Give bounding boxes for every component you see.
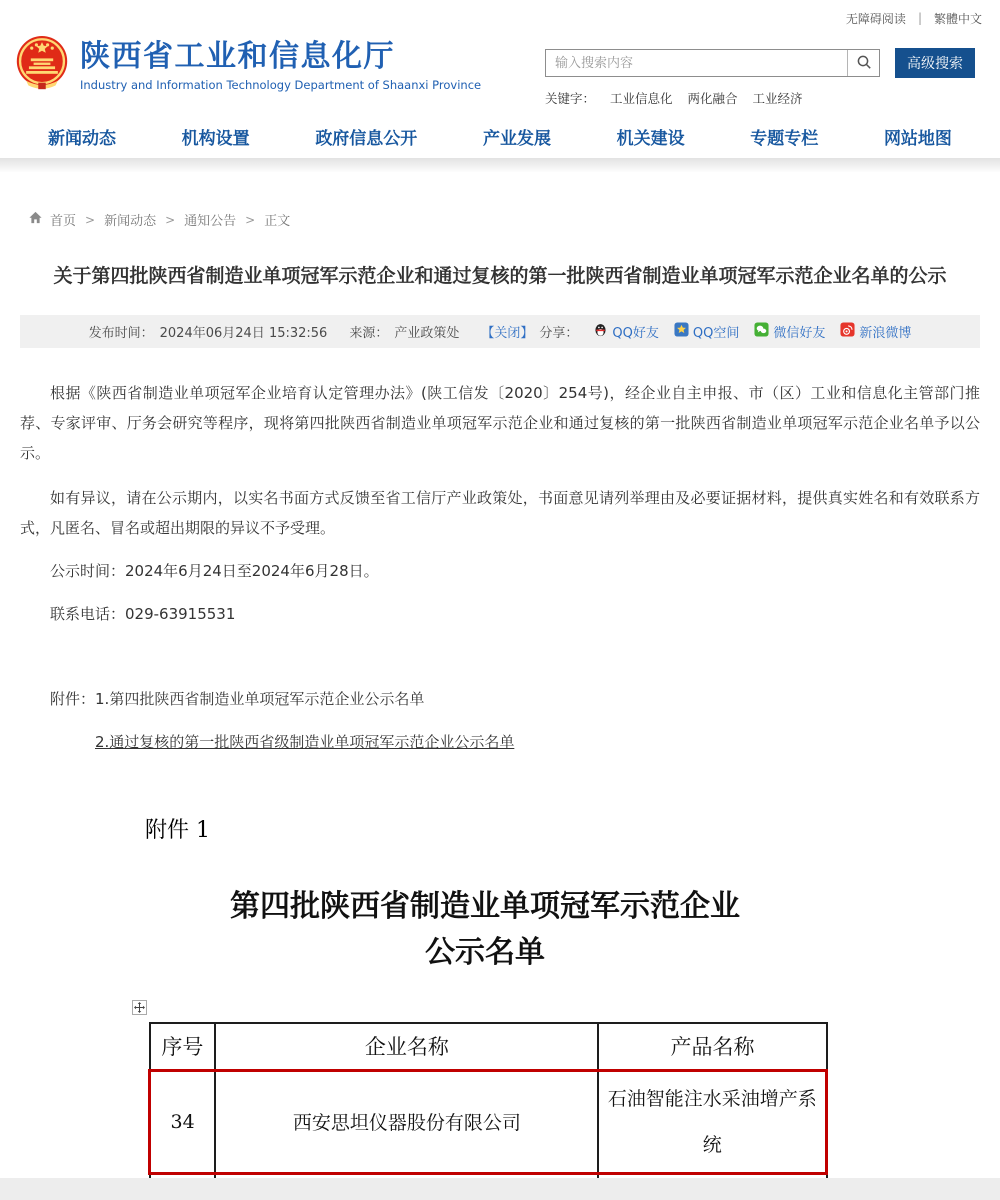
publish-time: 2024年06月24日 15:32:56 [159, 326, 328, 341]
nav-item-gov-info[interactable]: 政府信息公开 [315, 128, 418, 149]
header-company-name: 企业名称 [215, 1023, 598, 1070]
table-row-highlighted [150, 1070, 827, 1173]
paragraph-public-period: 公示时间：2024年6月24日至2024年6月28日。 [50, 562, 379, 580]
nav-item-sitemap[interactable]: 网站地图 [883, 128, 952, 149]
nav-item-special[interactable]: 专题专栏 [750, 128, 819, 149]
site-name-english: Industry and Information Technology Department of Shaanxi Province [80, 78, 482, 92]
header-search-area [545, 34, 990, 107]
article-body [20, 378, 980, 629]
share-qzone-label: QQ空间 [692, 326, 740, 341]
breadcrumb-news[interactable]: 新闻动态 [104, 214, 157, 229]
footer-band [0, 1178, 1000, 1200]
search-box [545, 49, 880, 77]
attachment-document [20, 813, 980, 1180]
keyword-link-1[interactable]: 工业信息化 [610, 91, 673, 106]
content-area [0, 210, 1000, 1180]
breadcrumb-home[interactable]: 首页 [50, 214, 77, 229]
attachment-links [20, 684, 980, 757]
keyword-link-3[interactable]: 工业经济 [752, 91, 803, 106]
topbar-divider: | [917, 11, 922, 25]
nav-item-news[interactable]: 新闻动态 [48, 128, 116, 149]
main-nav [0, 114, 1000, 158]
cell-serial-number: 34 [150, 1070, 216, 1173]
nav-item-organization[interactable]: 机构设置 [181, 128, 250, 149]
search-submit-button[interactable] [847, 50, 879, 76]
company-table-wrapper [148, 1022, 828, 1180]
qq-penguin-icon [593, 322, 608, 341]
table-move-handle-icon [132, 1000, 147, 1015]
nav-item-agency[interactable]: 机关建设 [616, 128, 685, 149]
share-qzone[interactable] [674, 322, 739, 341]
attachment-doc-title [145, 884, 825, 976]
breadcrumb-notices[interactable]: 通知公告 [184, 214, 237, 229]
share-qq-friend[interactable] [593, 322, 658, 341]
cell-product-name: 石油智能注水采油增产系统 [598, 1070, 826, 1173]
table-header-row [150, 1023, 827, 1070]
source-label: 来源： [349, 326, 389, 341]
breadcrumb-separator: > [85, 212, 96, 227]
article-title: 关于第四批陕西省制造业单项冠军示范企业和通过复核的第一批陕西省制造业单项冠军示范企业名单的公示 [53, 265, 947, 287]
keywords-label: 关键字： [545, 91, 596, 106]
breadcrumb-separator: > [165, 212, 176, 227]
attachment-doc-title-line2: 公示名单 [425, 935, 545, 970]
company-table [148, 1022, 828, 1180]
qzone-star-icon [674, 322, 689, 341]
paragraph-contact-phone: 联系电话：029-63915531 [50, 605, 236, 623]
site-header [0, 30, 1000, 114]
paragraph-objection: 如有异议，请在公示期内，以实名书面方式反馈至省工信厅产业政策处，书面意见请列举理由及必要证据材料，提供真实姓名和有效联系方式，凡匿名、冒名或超出期限的异议不予受理。 [20, 489, 980, 537]
header-product-name: 产品名称 [598, 1023, 826, 1070]
share-weibo-label: 新浪微博 [859, 326, 912, 341]
breadcrumb-current: 正文 [264, 214, 291, 229]
share-weibo[interactable] [840, 322, 911, 341]
nav-item-industry[interactable]: 产业发展 [482, 128, 551, 149]
home-icon [28, 210, 50, 229]
share-wechat-label: 微信好友 [773, 326, 826, 341]
attachment-link-2[interactable]: 2.通过复核的第一批陕西省级制造业单项冠军示范企业公示名单 [95, 733, 515, 751]
accessibility-link[interactable]: 无障碍阅读 [845, 11, 906, 26]
national-emblem-icon [14, 34, 70, 98]
attachment-heading: 附件 1 [145, 818, 210, 843]
wechat-bubbles-icon [754, 322, 769, 341]
search-input[interactable] [546, 50, 847, 76]
share-qq-friend-label: QQ好友 [612, 326, 659, 341]
close-button[interactable]: 【关闭】 [481, 326, 534, 341]
share-label: 分享： [539, 326, 579, 341]
attachment-link-1[interactable]: 1.第四批陕西省制造业单项冠军示范企业公示名单 [95, 690, 425, 708]
brand-text [80, 40, 481, 92]
traditional-chinese-link[interactable]: 繁體中文 [933, 11, 982, 26]
search-icon [856, 54, 872, 73]
share-wechat[interactable] [754, 322, 825, 341]
paragraph-basis: 根据《陕西省制造业单项冠军企业培育认定管理办法》(陕工信发〔2020〕254号)，经企业自主申报、市（区）工业和信息化主管部门推荐、专家评审、厅务会研究等程序，现将第四批陕西省制造业单项冠军示范企业和通过复核的第一批陕西省制造业单项冠军示范企业名单予以公示。 [20, 384, 980, 462]
site-name: 陕西省工业和信息化厅 [80, 39, 395, 74]
article-meta-bar [20, 315, 980, 348]
source-value: 产业政策处 [394, 326, 460, 341]
keyword-link-2[interactable]: 两化融合 [687, 91, 738, 106]
publish-time-label: 发布时间： [88, 326, 154, 341]
nav-divider-shadow [0, 158, 1000, 172]
attachment-doc-title-line1: 第四批陕西省制造业单项冠军示范企业 [230, 889, 740, 924]
breadcrumb [20, 210, 980, 229]
breadcrumb-separator: > [245, 212, 256, 227]
attachments-label: 附件： [50, 690, 96, 708]
header-serial-number: 序号 [150, 1023, 216, 1070]
cell-company-name: 西安思坦仪器股份有限公司 [215, 1070, 598, 1173]
hot-keywords [545, 89, 990, 107]
weibo-sun-icon [840, 322, 855, 341]
advanced-search-button[interactable]: 高级搜索 [895, 48, 975, 78]
top-utility-bar [0, 0, 1000, 30]
site-logo[interactable] [14, 34, 481, 98]
